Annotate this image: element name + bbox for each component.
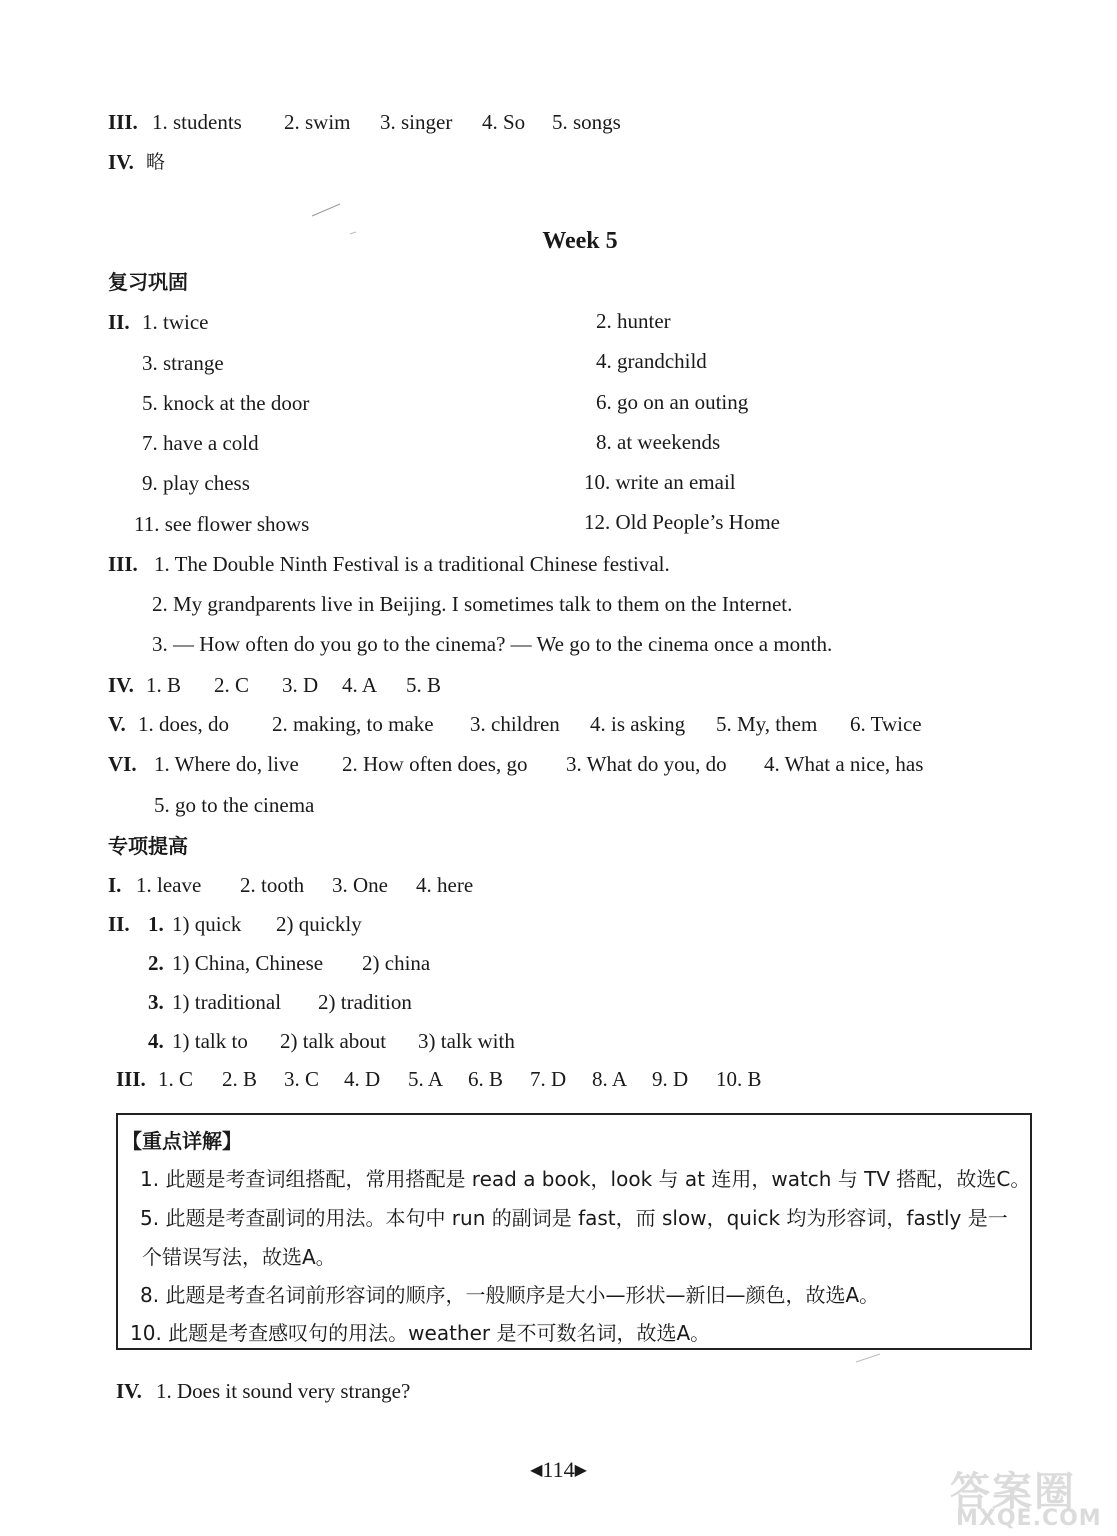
- explanation-line: 8. 此题是考查名词前形容词的顺序，一般顺序是大小—形状—新旧—颜色，故选A。: [140, 1283, 880, 1307]
- answer: 2) quickly: [276, 912, 362, 936]
- answer: 1. C: [158, 1067, 194, 1091]
- section-label: V.: [108, 712, 126, 736]
- answer: 3. One: [332, 873, 388, 897]
- answer-number: 4.: [148, 1029, 164, 1053]
- answer: 4. What a nice, has: [764, 752, 924, 776]
- answer: 2) china: [362, 951, 431, 975]
- answer: 2. making, to make: [272, 712, 434, 736]
- answer: 4. grandchild: [596, 349, 707, 373]
- answer: 7. D: [530, 1067, 567, 1091]
- answer: 3. C: [284, 1067, 320, 1091]
- week-title: Week 5: [542, 228, 618, 254]
- answer: 3. What do you, do: [566, 752, 727, 776]
- page-number-text: 114: [542, 1457, 575, 1482]
- answer: 4. is asking: [590, 712, 686, 736]
- answer: 2. swim: [284, 110, 351, 134]
- answer: 7. have a cold: [142, 431, 259, 455]
- answer-sentence: 1. Does it sound very strange?: [156, 1379, 411, 1403]
- answer: 1. students: [152, 110, 242, 134]
- answer: 2) talk about: [280, 1029, 387, 1053]
- answer: 1. leave: [136, 873, 202, 897]
- answer: 5. B: [406, 673, 442, 697]
- answer: 8. A: [592, 1067, 628, 1091]
- answer: 4. here: [416, 873, 474, 897]
- answer-sentence: 2. My grandparents live in Beijing. I sometimes talk to them on the Internet.: [152, 592, 793, 616]
- section-heading-review: 复习巩固: [108, 270, 188, 294]
- explanation-line: 10. 此题是考查感叹句的用法。weather 是不可数名词，故选A。: [130, 1321, 711, 1345]
- answer: 5. knock at the door: [142, 391, 310, 415]
- answer: 8. at weekends: [596, 430, 721, 454]
- answer: 4. D: [344, 1067, 381, 1091]
- scan-mark: [850, 1350, 890, 1366]
- answer: 10. B: [716, 1067, 762, 1091]
- answer: 2. hunter: [596, 309, 671, 333]
- answer: 3. strange: [142, 351, 224, 375]
- section-label: II.: [108, 310, 130, 334]
- answer: 3. singer: [380, 110, 453, 134]
- right-arrow-icon: ▶: [574, 1462, 587, 1479]
- answer: 1) quick: [172, 912, 242, 936]
- watermark-site: MXQE.COM: [956, 1506, 1102, 1531]
- answer-number: 2.: [148, 951, 164, 975]
- section-label: II.: [108, 912, 130, 936]
- answer: 略: [146, 151, 166, 173]
- answer: 1. does, do: [138, 712, 229, 736]
- answer-sentence: 3. — How often do you go to the cinema? — We go to the cinema once a month.: [152, 632, 833, 656]
- answer: 9. D: [652, 1067, 689, 1091]
- answer: 2. C: [214, 673, 250, 697]
- answer: 1. twice: [142, 310, 209, 334]
- section-label: III.: [108, 552, 138, 576]
- answer: 4. So: [482, 110, 526, 134]
- answer-number: 1.: [148, 912, 164, 936]
- answer: 5. My, them: [716, 712, 818, 736]
- section-label: I.: [108, 873, 122, 897]
- answer: 3. D: [282, 673, 319, 697]
- answer: 2. How often does, go: [342, 752, 528, 776]
- answer: 11. see flower shows: [134, 512, 310, 536]
- answer: 6. B: [468, 1067, 504, 1091]
- answer: 5. go to the cinema: [154, 793, 315, 817]
- answer: 6. go on an outing: [596, 390, 749, 414]
- section-label: IV.: [108, 673, 134, 697]
- answer: 1) talk to: [172, 1029, 248, 1053]
- answer: 1. Where do, live: [154, 752, 299, 776]
- answer: 3) talk with: [418, 1029, 515, 1053]
- answer: 5. songs: [552, 110, 621, 134]
- section-label: III.: [116, 1067, 146, 1091]
- answer: 6. Twice: [850, 712, 922, 736]
- section-label: IV.: [116, 1379, 142, 1403]
- answer: 9. play chess: [142, 471, 250, 495]
- answer: 10. write an email: [584, 470, 736, 494]
- answer: 5. A: [408, 1067, 444, 1091]
- section-heading-improve: 专项提高: [108, 834, 188, 858]
- key-points-box: [116, 1113, 1032, 1350]
- answer-sentence: 1. The Double Ninth Festival is a traditional Chinese festival.: [154, 552, 670, 576]
- left-arrow-icon: ◀: [530, 1462, 543, 1479]
- answer: 1. B: [146, 673, 182, 697]
- watermark: [950, 1460, 1110, 1536]
- answer-number: 3.: [148, 990, 164, 1014]
- answer: 1) traditional: [172, 990, 282, 1014]
- explanation-line: 5. 此题是考查副词的用法。本句中 run 的副词是 fast，而 slow，quick 均为形容词，fastly 是一: [140, 1206, 1008, 1230]
- section-label: VI.: [108, 752, 137, 776]
- key-points-title: 【重点详解】: [122, 1129, 242, 1153]
- answer: 2. tooth: [240, 873, 305, 897]
- answer: 4. A: [342, 673, 378, 697]
- explanation-line: 个错误写法，故选A。: [142, 1245, 336, 1269]
- answer: 2) tradition: [318, 990, 412, 1014]
- explanation-line: 1. 此题是考查词组搭配，常用搭配是 read a book，look 与 at 连用，watch 与 TV 搭配，故选C。: [140, 1167, 1031, 1191]
- section-label: III.: [108, 110, 138, 134]
- answer: 3. children: [470, 712, 560, 736]
- answer: 1) China, Chinese: [172, 951, 324, 975]
- answer: 2. B: [222, 1067, 258, 1091]
- answer: 12. Old People’s Home: [584, 510, 780, 534]
- section-label: IV.: [108, 150, 134, 174]
- watermark-logo: 答案圈: [950, 1469, 1076, 1515]
